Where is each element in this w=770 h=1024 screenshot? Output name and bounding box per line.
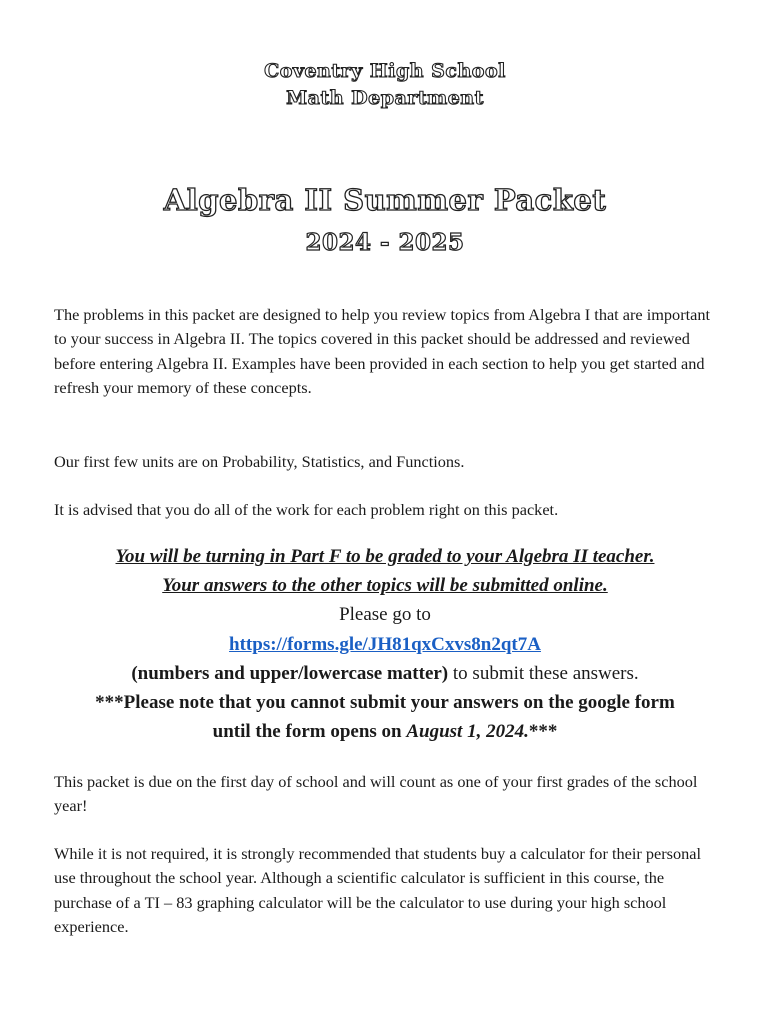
- case-note: (numbers and upper/lowercase matter): [131, 662, 449, 684]
- calculator-paragraph: While it is not required, it is strongly recommended that students buy a calculator for their personal use throughout the school year. Although a scientific calculator is sufficient in this course, the purchase of a TI – 83 graphing calculator will be the calculator to use during your high school experience.: [54, 844, 702, 936]
- form-note-line2: [30, 717, 740, 746]
- intro-paragraph: The problems in this packet are designed to help you review topics from Algebra I that are important to your success in Algebra II. The topics covered in this packet should be addressed and reviewed before entering Algebra II. Examples have been provided in each section to help you get started and refresh your memory of these concepts.: [54, 305, 711, 397]
- department-name: Math Department: [286, 87, 484, 109]
- please-go-to: Please go to: [339, 604, 431, 626]
- school-name: Coventry High School: [264, 60, 506, 82]
- form-note-line1: ***Please note that you cannot submit your answers on the google form: [95, 692, 675, 714]
- school-header: [0, 58, 770, 112]
- advice-paragraph: It is advised that you do all of the work for each problem right on this packet.: [54, 500, 559, 519]
- form-open-date: August 1, 2024.: [406, 721, 529, 743]
- online-submission-instruction: Your answers to the other topics will be submitted online.: [162, 575, 608, 597]
- google-form-link[interactable]: https://forms.gle/JH81qxCxvs8n2qt7A: [229, 633, 541, 655]
- form-note-suffix: ***: [528, 721, 558, 743]
- form-note-prefix: until the form opens on: [212, 721, 407, 743]
- units-paragraph: Our first few units are on Probability, Statistics, and Functions.: [54, 452, 465, 471]
- part-f-instruction: You will be turning in Part F to be graded to your Algebra II teacher.: [115, 546, 655, 567]
- packet-year: 2024 - 2025: [305, 229, 465, 256]
- case-note-tail: to submit these answers.: [448, 662, 639, 684]
- case-note-line: [30, 659, 740, 688]
- due-paragraph: This packet is due on the first day of school and will count as one of your first grades of the school year!: [54, 772, 698, 816]
- submission-instructions: [30, 542, 740, 746]
- packet-title: Algebra II Summer Packet: [163, 183, 607, 217]
